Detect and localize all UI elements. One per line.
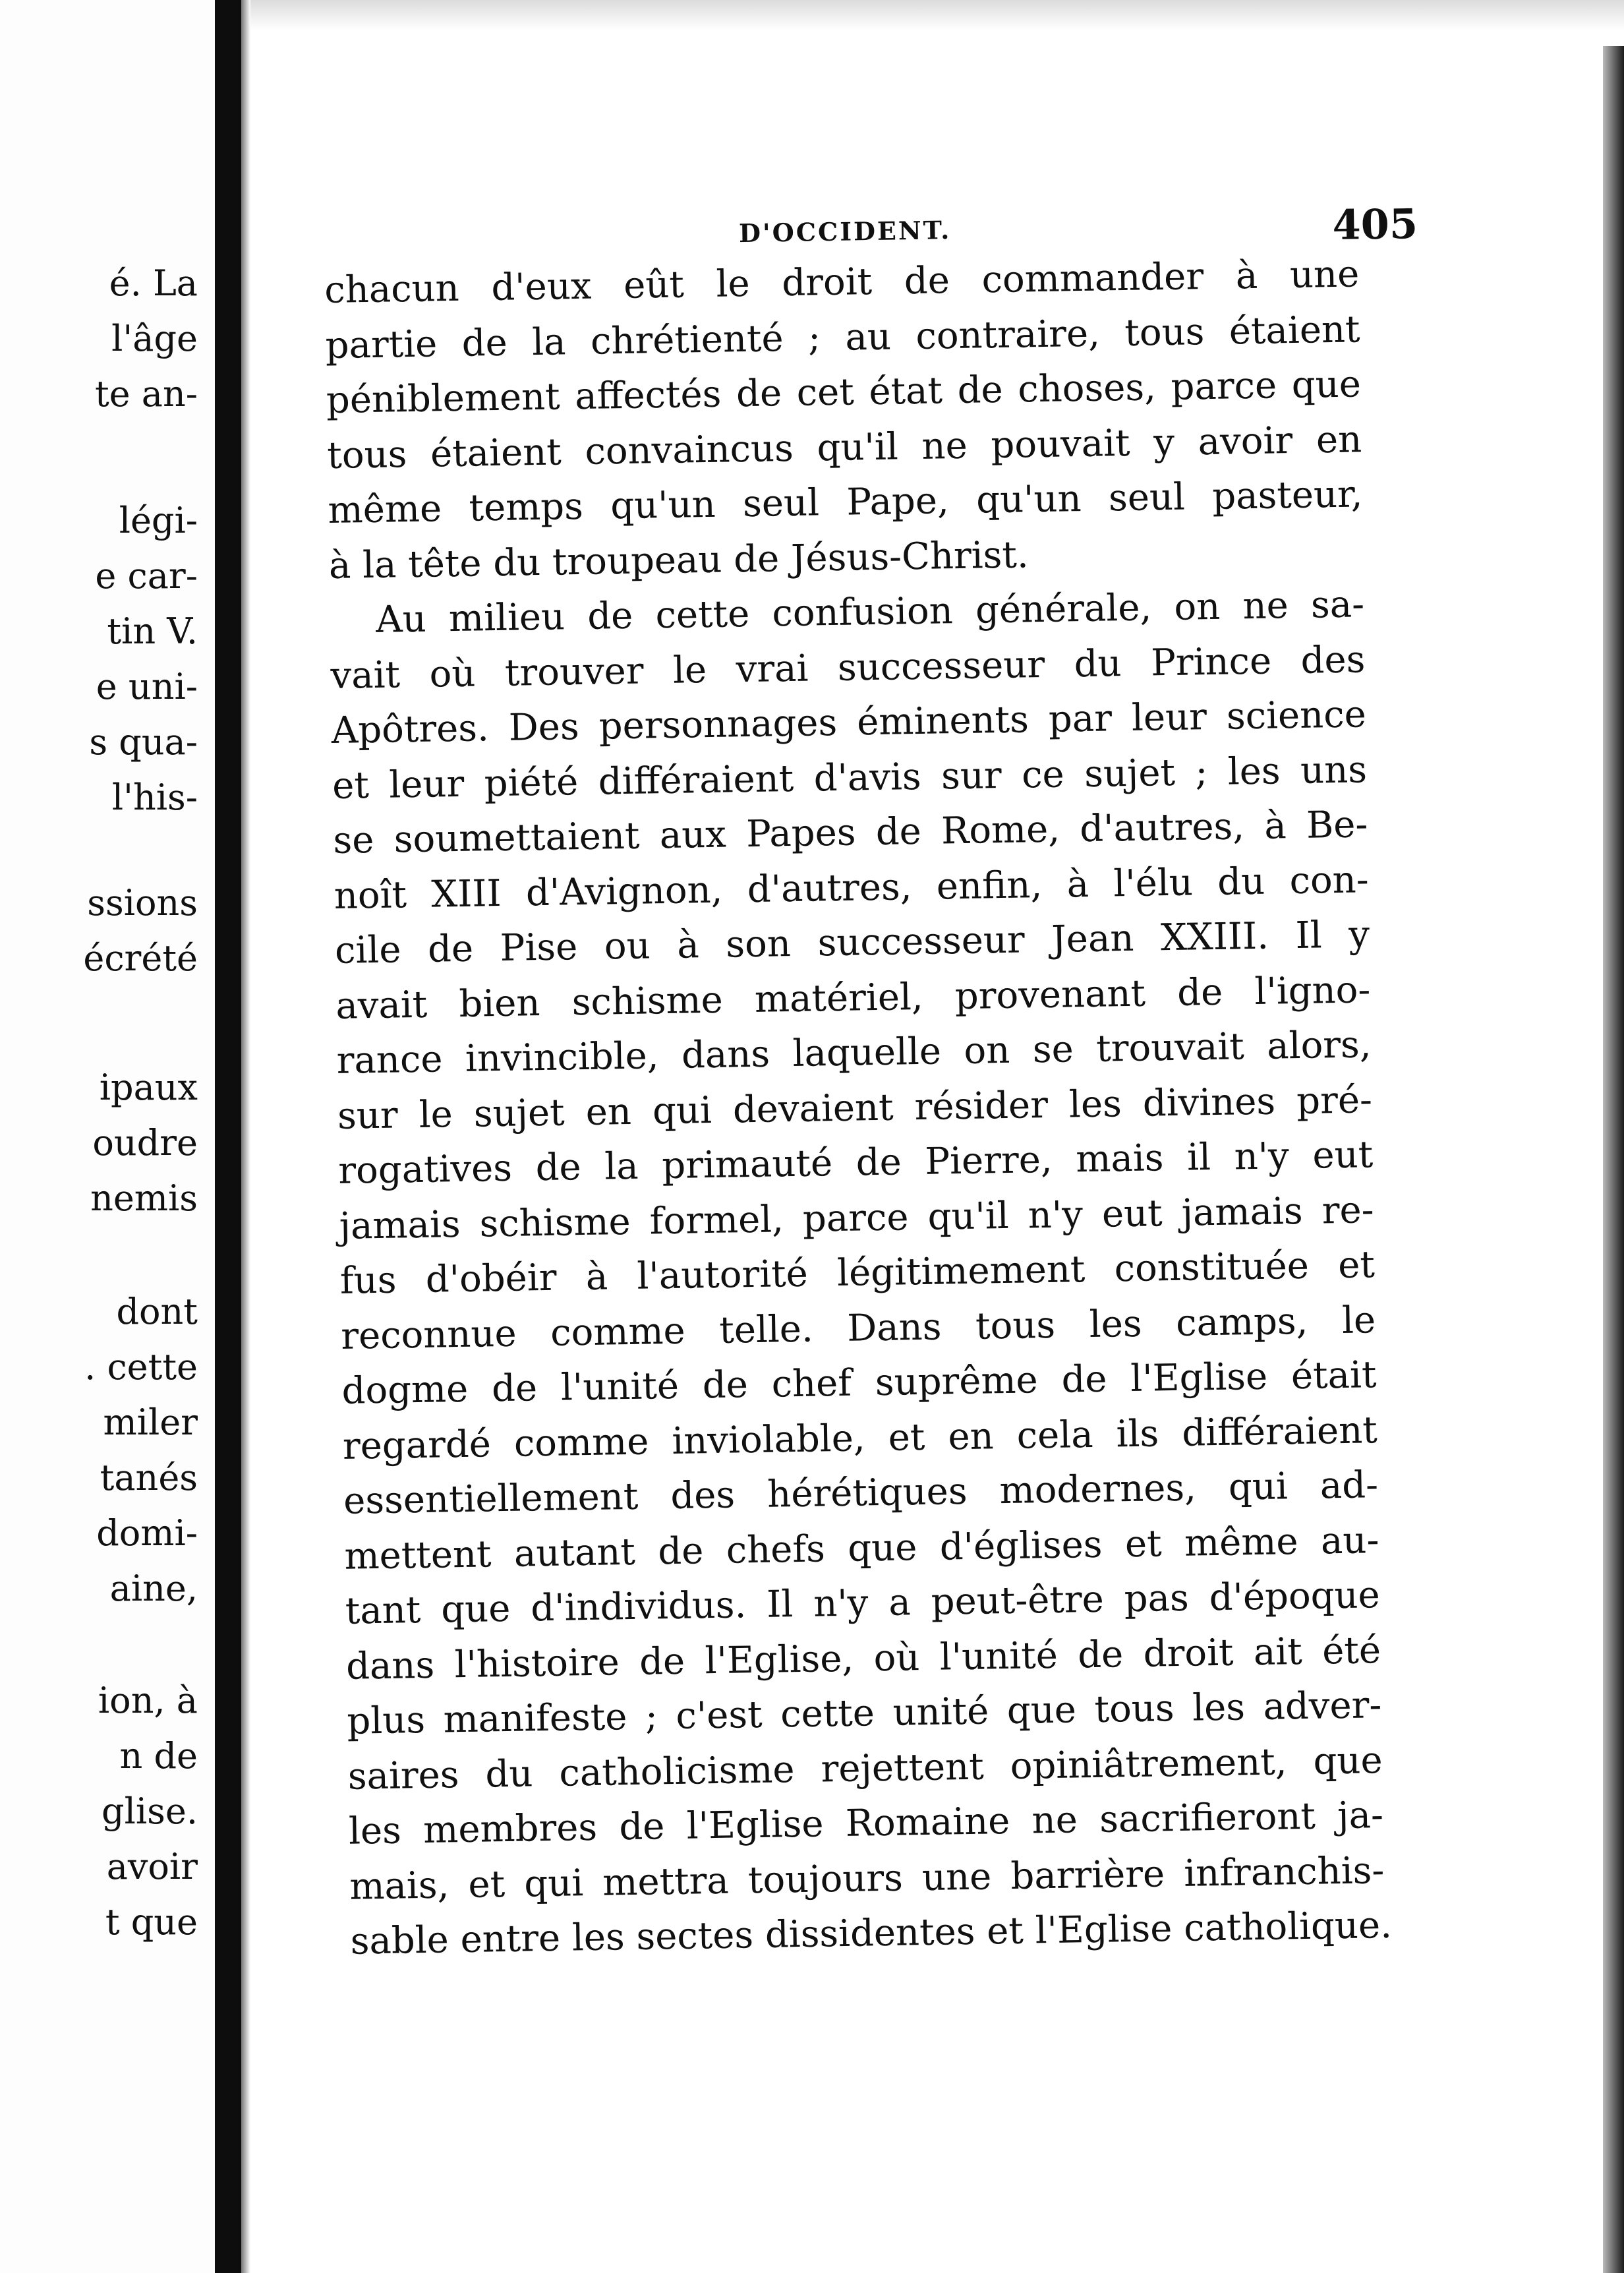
left-fragment-line: domi-	[96, 1512, 198, 1554]
text-line: à la tête du troupeau de Jésus-Christ.	[328, 533, 1030, 587]
top-page-edge	[250, 0, 1624, 30]
text-line: essentiellement des hérétiques modernes, qui ad-	[343, 1463, 1379, 1523]
left-page-fragment	[0, 0, 218, 2273]
text-line: partie de la chrétienté ; au contraire, tous étaient	[325, 307, 1361, 367]
text-line: se soumettaient aux Papes de Rome, d'autres, à Be-	[332, 803, 1368, 862]
left-fragment-line: n de	[119, 1735, 198, 1777]
left-fragment-line: e car-	[95, 555, 198, 597]
page-number: 405	[1332, 199, 1418, 250]
text-line: jamais schisme formel, parce qu'il n'y eut jamais re-	[339, 1188, 1374, 1248]
left-fragment-line: s qua-	[89, 721, 198, 763]
left-fragment-line: avoir	[106, 1846, 198, 1887]
left-fragment-line: te an-	[94, 373, 198, 415]
left-fragment-line: nemis	[90, 1177, 198, 1219]
text-line: plus manifeste ; c'est cette unité que tous les adver-	[346, 1684, 1382, 1743]
left-fragment-line: ssions	[87, 882, 198, 924]
spine-shadow	[241, 0, 250, 2273]
text-line: mais, et qui mettra toujours une barrière infranchis-	[349, 1848, 1385, 1908]
left-fragment-line: ion, à	[98, 1680, 198, 1721]
left-fragment-line: . cette	[84, 1346, 198, 1388]
left-fragment-line: l'his-	[111, 777, 198, 818]
book-spine	[215, 0, 241, 2273]
text-line: dans l'histoire de l'Eglise, où l'unité de droit ait été	[345, 1628, 1381, 1688]
text-line: vait où trouver le vrai successeur du Prince des	[330, 637, 1366, 697]
text-line: Au milieu de cette confusion générale, on ne sa-	[375, 583, 1365, 641]
text-line: même temps qu'un seul Pape, qu'un seul pasteur,	[328, 473, 1363, 532]
text-line: noît XIII d'Avignon, d'autres, enfin, à l'élu du con-	[334, 858, 1370, 918]
text-line: saires du catholicisme rejettent opiniâtrement, que	[347, 1738, 1383, 1798]
text-line: sur le sujet en qui devaient résider les divines pré-	[337, 1078, 1373, 1138]
text-line: mettent autant de chefs que d'églises et même au-	[344, 1518, 1379, 1578]
text-line: dogme de l'unité de chef suprême de l'Eglise était	[341, 1353, 1377, 1413]
left-fragment-line: e uni-	[96, 666, 198, 707]
running-title: D'OCCIDENT.	[738, 215, 952, 249]
left-fragment-line: oudre	[92, 1122, 198, 1164]
text-line: rogatives de la primauté de Pierre, mais il n'y eut	[337, 1133, 1374, 1193]
text-line: péniblement affectés de cet état de choses, parce que	[326, 363, 1362, 423]
text-line: les membres de l'Eglise Romaine ne sacrifieront ja-	[348, 1794, 1384, 1853]
left-fragment-line: écrété	[83, 937, 198, 979]
text-line: fus d'obéir à l'autorité légitimement constituée et	[339, 1243, 1376, 1303]
right-page	[283, 174, 1418, 1997]
left-fragment-line: é. La	[109, 262, 198, 304]
text-line: rance invincible, dans laquelle on se trouvait alors,	[336, 1023, 1372, 1082]
text-line: sable entre les sectes dissidentes et l'Eglise catholique.	[350, 1903, 1393, 1963]
left-fragment-line: légi-	[119, 500, 198, 541]
text-line: avait bien schisme matériel, provenant de l'igno-	[335, 968, 1371, 1028]
right-page-edge	[1603, 46, 1624, 2273]
text-line: regardé comme inviolable, et en cela ils différaient	[342, 1408, 1378, 1468]
left-fragment-line: t que	[105, 1901, 198, 1943]
text-line: reconnue comme telle. Dans tous les camps, le	[340, 1298, 1376, 1358]
text-line: chacun d'eux eût le droit de commander à une	[324, 252, 1360, 312]
body-text	[324, 247, 1393, 1969]
text-line: tant que d'individus. Il n'y a peut-être pas d'époque	[345, 1574, 1381, 1633]
left-fragment-line: glise.	[102, 1790, 198, 1832]
text-line: et leur piété différaient d'avis sur ce sujet ; les uns	[332, 748, 1368, 808]
left-fragment-line: tanés	[100, 1457, 198, 1498]
text-line: Apôtres. Des personnages éminents par leur science	[331, 693, 1367, 752]
text-line: cile de Pise ou à son successeur Jean XXIII. Il y	[334, 913, 1370, 972]
left-fragment-line: ipaux	[99, 1067, 198, 1108]
left-fragment-line: aine,	[109, 1568, 198, 1609]
left-fragment-line: l'âge	[111, 318, 198, 359]
left-fragment-line: dont	[116, 1291, 198, 1332]
left-fragment-line: miler	[103, 1402, 198, 1443]
text-line: tous étaient convaincus qu'il ne pouvait y avoir en	[326, 417, 1362, 477]
left-fragment-line: tin V.	[107, 610, 198, 652]
